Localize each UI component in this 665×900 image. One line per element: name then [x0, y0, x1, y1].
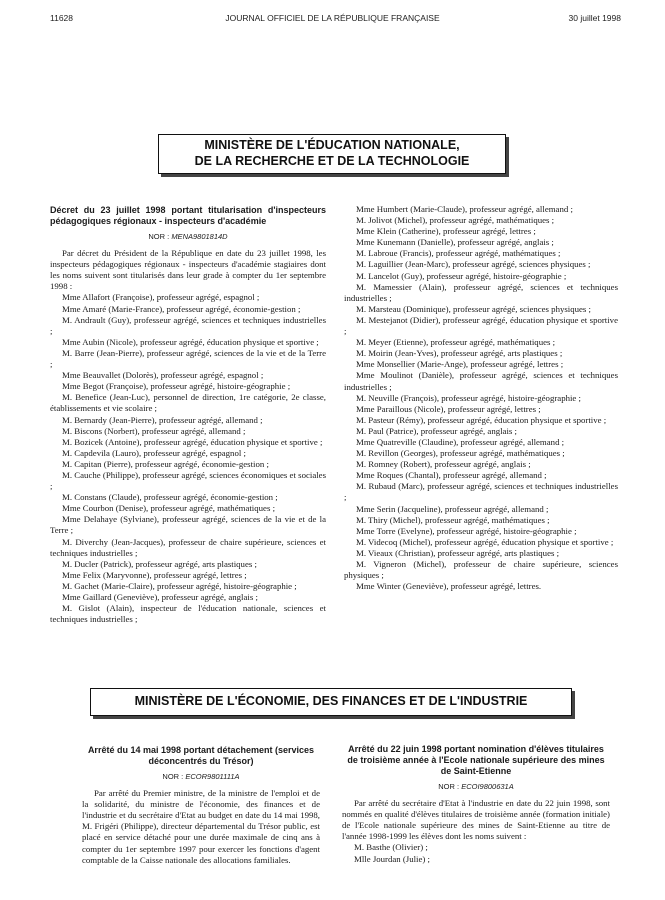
list-item: Mme Amaré (Marie-France), professeur agrégé, économie-gestion ; — [62, 303, 301, 314]
list-item: Mme Delahaye (Sylviane), professeur agrégé, sciences de la vie et de la Terre ; — [50, 514, 326, 536]
list-item: M. Bernardy (Jean-Pierre), professeur agrégé, allemand ; — [62, 414, 263, 425]
list-item: Mme Allafort (Françoise), professeur agrégé, espagnol ; — [62, 292, 260, 303]
arrete-nomination-title: Arrêté du 22 juin 1998 portant nomination d'élèves titulaires de troisième année à l'Ecole nationale supérieure des mines de Saint-Etienne — [347, 744, 605, 776]
decree-list-left — [50, 292, 326, 625]
list-item: M. Basthe (Olivier) ; — [354, 842, 428, 853]
arrete-detachement-nor — [82, 771, 320, 782]
list-item: M. Andrault (Guy), professeur agrégé, sciences et techniques industrielles ; — [50, 314, 326, 336]
list-item: Mme Paraillous (Nicole), professeur agrégé, lettres ; — [356, 403, 541, 414]
decree-list-right — [344, 204, 618, 592]
list-item: Mme Humbert (Marie-Claude), professeur agrégé, allemand ; — [356, 204, 573, 214]
list-item: M. Romney (Robert), professeur agrégé, anglais ; — [356, 459, 531, 470]
list-item: M. Barre (Jean-Pierre), professeur agrégé, sciences de la vie et de la Terre ; — [50, 347, 326, 370]
decree-title: Décret du 23 juillet 1998 portant titularisation d'inspecteurs pédagogiques régionaux - inspecteurs d'académie — [50, 205, 326, 226]
list-item: Mme Gaillard (Geneviève), professeur agrégé, anglais ; — [62, 592, 258, 602]
list-item: M. Paul (Patrice), professeur agrégé, anglais ; — [356, 425, 517, 436]
list-item: M. Ducler (Patrick), professeur agrégé, arts plastiques ; — [62, 558, 257, 569]
list-item: M. Meyer (Etienne), professeur agrégé, mathématiques ; — [356, 337, 556, 348]
nor-code: ECOR9801111A — [185, 772, 240, 781]
ministry-education-box — [158, 134, 506, 174]
list-item: Mme Torre (Evelyne), professeur agrégé, histoire-géographie ; — [356, 525, 577, 536]
ministry-economy-title: MINISTÈRE DE L'ÉCONOMIE, DES FINANCES ET DE L'INDUSTRIE — [134, 694, 528, 708]
list-item: M. Benefice (Jean-Luc), personnel de direction, 1re catégorie, 2e classe, établissements et vie scolaire ; — [50, 392, 326, 414]
list-item: Mme Courbon (Denise), professeur agrégé, mathématiques ; — [62, 503, 276, 514]
list-item: M. Cauche (Philippe), professeur agrégé, sciences économiques et sociales ; — [50, 469, 326, 492]
list-item: M. Pasteur (Rémy), professeur agrégé, éducation physique et sportive ; — [356, 414, 607, 425]
arrete-nomination-nor — [342, 781, 610, 792]
ministry-economy-box — [90, 688, 572, 716]
arrete-nomination-column — [342, 744, 610, 865]
ministry-education-line2: DE LA RECHERCHE ET DE LA TECHNOLOGIE — [194, 154, 470, 168]
list-item: M. Jolivot (Michel), professeur agrégé, mathématiques ; — [356, 215, 555, 226]
list-item: Mme Quatreville (Claudine), professeur agrégé, allemand ; — [356, 436, 565, 447]
list-item: M. Videcoq (Michel), professeur agrégé, éducation physique et sportive ; — [356, 536, 614, 547]
nor-label: NOR : — [148, 232, 170, 241]
nor-code: MENA9801814D — [171, 232, 228, 241]
ministry-education-line1: MINISTÈRE DE L'ÉDUCATION NATIONALE, — [204, 138, 460, 152]
list-item: M. Mamessier (Alain), professeur agrégé, sciences et techniques industrielles ; — [344, 281, 618, 303]
arrete-detachement-body: Par arrêté du Premier ministre, de la ministre de l'emploi et de la solidarité, du ministre de l'économie, des finances et de l'industrie et du secrétaire d'Etat au budget en date du 14 mai 1998, M. Frigéri (Philippe), directeur départemental du Trésor public, est placé en service détaché pour une durée maximale de cinq ans à compter du 1er septembre 1997 pour exercer les fonctions d'agent comptable de la Caisse nationale des allocations familiales. — [82, 788, 320, 865]
list-item: M. Biscons (Norbert), professeur agrégé, allemand ; — [62, 425, 246, 436]
journal-title: JOURNAL OFFICIEL DE LA RÉPUBLIQUE FRANÇAISE — [225, 13, 440, 23]
list-item: M. Bozicek (Antoine), professeur agrégé, éducation physique et sportive ; — [62, 436, 323, 447]
list-item: M. Labroue (Francis), professeur agrégé, mathématiques ; — [356, 248, 561, 259]
list-item: M. Rubaud (Marc), professeur agrégé, sciences et techniques industrielles ; — [344, 481, 618, 503]
list-item: M. Neuville (François), professeur agrégé, histoire-géographie ; — [356, 392, 581, 403]
nor-label: NOR : — [162, 772, 184, 781]
list-item: M. Revillon (Georges), professeur agrégé, mathématiques ; — [356, 448, 565, 459]
list-item: M. Moirin (Jean-Yves), professeur agrégé, arts plastiques ; — [356, 348, 563, 359]
list-item: Mme Winter (Geneviève), professeur agrégé, lettres. — [356, 581, 542, 592]
list-item: Mme Felix (Maryvonne), professeur agrégé, lettres ; — [62, 569, 247, 580]
issue-date: 30 juillet 1998 — [568, 13, 621, 23]
nor-code: ECOI9800631A — [461, 782, 514, 791]
decree-nor — [50, 231, 326, 242]
list-item: Mme Klein (Catherine), professeur agrégé, lettres ; — [356, 226, 536, 237]
decree-right-column — [344, 204, 618, 592]
page-number: 11628 — [50, 13, 74, 23]
list-item: M. Lancelot (Guy), professeur agrégé, histoire-géographie ; — [356, 270, 567, 281]
list-item: M. Capitan (Pierre), professeur agrégé, économie-gestion ; — [62, 458, 269, 469]
list-item: M. Marsteau (Dominique), professeur agrégé, sciences physiques ; — [356, 303, 592, 314]
arrete-nomination-body: Par arrêté du secrétaire d'Etat à l'industrie en date du 22 juin 1998, sont nommés en qualité d'élèves titulaires de troisième année (formation initiale) de l'Ecole nationale supérieure des mines de Saint-Etienne au titre de l'année 1998-1999 les élèves dont les noms suivent : — [342, 798, 610, 842]
list-item: Mme Kunemann (Danielle), professeur agrégé, anglais ; — [356, 237, 554, 248]
list-item: Mme Moulinot (Danièle), professeur agrégé, sciences et techniques industrielles ; — [344, 370, 618, 392]
nor-label: NOR : — [438, 782, 460, 791]
list-item: M. Capdevila (Lauro), professeur agrégé, espagnol ; — [62, 447, 246, 458]
list-item: M. Laguillier (Jean-Marc), professeur agrégé, sciences physiques ; — [356, 259, 591, 270]
list-item: Mlle Jourdan (Julie) ; — [354, 853, 430, 864]
arrete-detachement-column — [82, 745, 320, 866]
list-item: M. Diverchy (Jean-Jacques), professeur de chaire supérieure, sciences et techniques industrielles ; — [50, 536, 326, 558]
arrete-nomination-list — [342, 842, 610, 864]
list-item: M. Vieaux (Christian), professeur agrégé, arts plastiques ; — [356, 547, 560, 558]
list-item: Mme Monsellier (Marie-Ange), professeur agrégé, lettres ; — [356, 359, 564, 370]
list-item: Mme Roques (Chantal), professeur agrégé, allemand ; — [356, 470, 547, 481]
decree-left-column — [50, 205, 326, 625]
list-item: M. Constans (Claude), professeur agrégé, économie-gestion ; — [62, 492, 278, 503]
decree-intro: Par décret du Président de la République en date du 23 juillet 1998, les inspecteurs pédagogiques régionaux - inspecteurs d'académie stagiaires dont les noms suivent sont titularisés dans leur grade à compter du 1er septembre 1998 : — [50, 248, 326, 292]
list-item: M. Gislot (Alain), inspecteur de l'éducation nationale, sciences et techniques industrielles ; — [50, 603, 326, 625]
list-item: M. Thiry (Michel), professeur agrégé, mathématiques ; — [356, 514, 550, 525]
list-item: M. Gachet (Marie-Claire), professeur agrégé, histoire-géographie ; — [62, 580, 297, 591]
list-item: Mme Begot (Françoise), professeur agrégé, histoire-géographie ; — [62, 381, 291, 392]
list-item: Mme Serin (Jacqueline), professeur agrégé, allemand ; — [356, 503, 549, 514]
list-item: M. Vigneron (Michel), professeur de chaire supérieure, sciences physiques ; — [344, 559, 618, 581]
list-item: M. Mestejanot (Didier), professeur agrégé, éducation physique et sportive ; — [344, 314, 618, 337]
list-item: Mme Beauvallet (Dolorès), professeur agrégé, espagnol ; — [62, 370, 264, 381]
list-item: Mme Aubin (Nicole), professeur agrégé, éducation physique et sportive ; — [62, 336, 319, 347]
arrete-detachement-title: Arrêté du 14 mai 1998 portant détachement (services déconcentrés du Trésor) — [87, 745, 315, 766]
